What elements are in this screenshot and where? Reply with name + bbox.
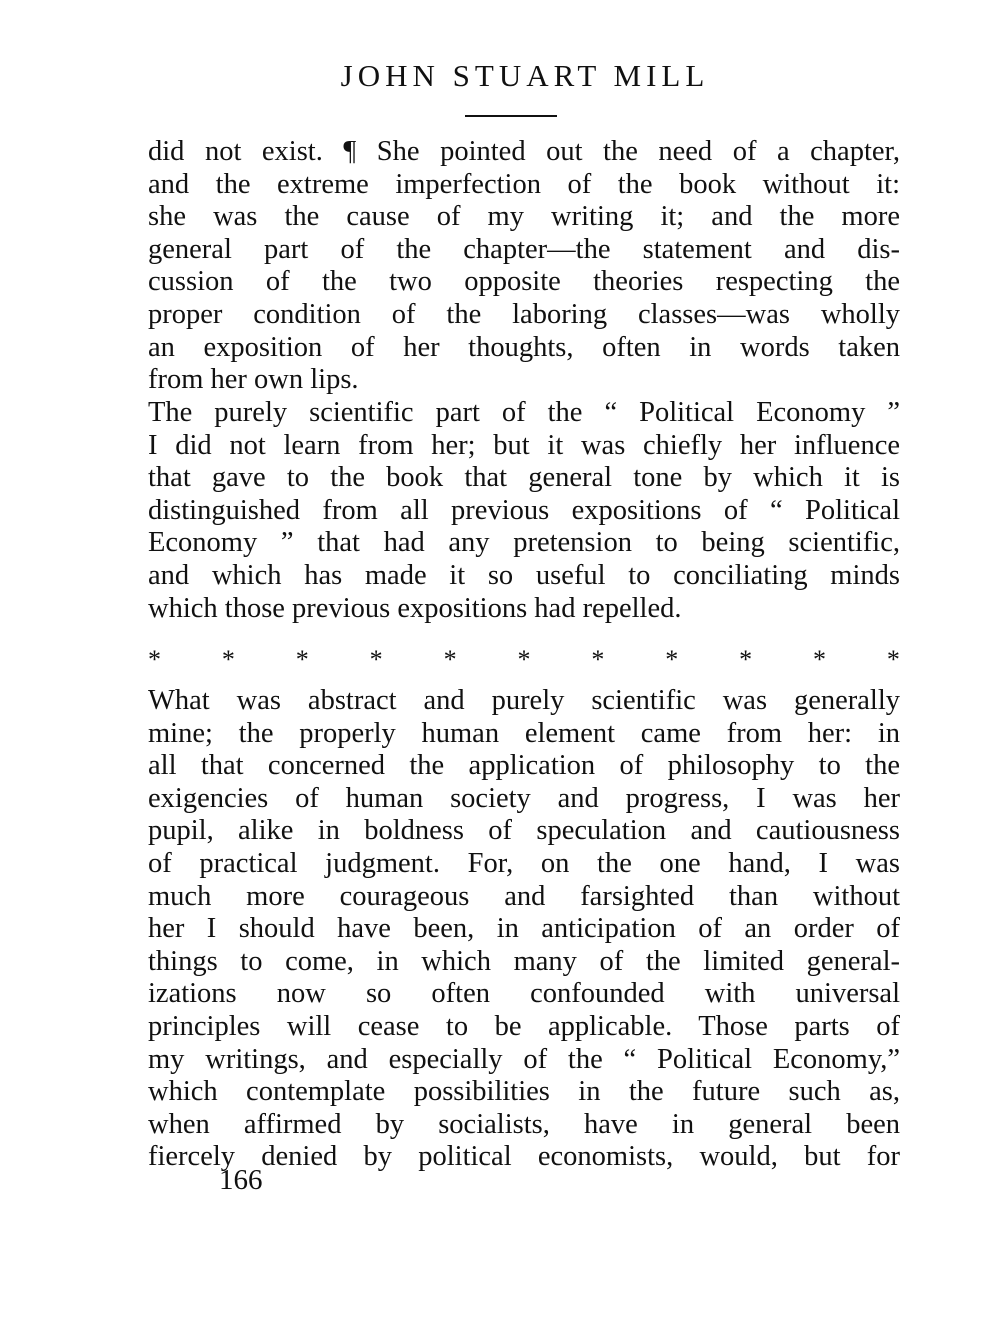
text-line: much more courageous and farsighted than without [148, 880, 900, 912]
paragraph-2 [148, 397, 900, 625]
asterisk: * [295, 645, 309, 674]
text-line: all that concerned the application of philosophy to the [148, 750, 900, 782]
text-line: I did not learn from her; but it was chiefly her influence [148, 429, 900, 461]
text-line: and the extreme imperfection of the book without it: [148, 168, 900, 200]
asterisk: * [591, 645, 605, 674]
asterisk: * [739, 645, 753, 674]
paragraph-3 [148, 685, 900, 1174]
running-title: JOHN STUART MILL [340, 58, 710, 93]
asterisk: * [221, 645, 235, 674]
text-line: she was the cause of my writing it; and the more [148, 201, 900, 233]
text-line: of practical judgment. For, on the one hand, I was [148, 847, 900, 879]
text-line: her I should have been, in anticipation of an order of [148, 913, 900, 945]
text-line: cussion of the two opposite theories respecting the [148, 266, 900, 298]
text-line: did not exist. ¶ She pointed out the need of a chapter, [148, 136, 900, 167]
text-line: things to come, in which many of the limited general- [148, 945, 900, 977]
text-line: that gave to the book that general tone by which it is [148, 462, 900, 494]
section-separator [148, 645, 900, 675]
text-line: proper condition of the laboring classes—was wholly [148, 298, 900, 330]
text-line: distinguished from all previous expositions of “ Political [148, 494, 900, 526]
asterisk: * [665, 645, 679, 674]
text-line: exigencies of human society and progress, I was her [148, 782, 900, 814]
title-rule [465, 115, 557, 117]
text-line: What was abstract and purely scientific was generally [148, 685, 900, 716]
asterisk: * [813, 645, 827, 674]
text-line: mine; the properly human element came from her: in [148, 717, 900, 749]
page-number: 166 [219, 1164, 263, 1196]
text-line: which contemplate possibilities in the future such as, [148, 1076, 900, 1108]
asterisk: * [443, 645, 457, 674]
text-line: and which has made it so useful to conciliating minds [148, 559, 900, 591]
text-line: The purely scientific part of the “ Political Economy ” [148, 397, 900, 428]
text-line: principles will cease to be applicable. Those parts of [148, 1010, 900, 1042]
asterisk: * [517, 645, 531, 674]
text-line: which those previous expositions had repelled. [148, 592, 682, 624]
paragraph-1 [148, 136, 900, 397]
text-line: from her own lips. [148, 364, 359, 396]
asterisk: * [369, 645, 383, 674]
text-line: pupil, alike in boldness of speculation and cautiousness [148, 815, 900, 847]
text-line: my writings, and especially of the “ Political Economy,” [148, 1043, 900, 1075]
text-line: general part of the chapter—the statement and dis- [148, 233, 900, 265]
asterisk: * [886, 645, 900, 674]
asterisk: * [148, 645, 161, 674]
text-line: an exposition of her thoughts, often in words taken [148, 331, 900, 363]
text-line: fiercely denied by political economists, would, but for [148, 1141, 900, 1173]
text-line: izations now so often confounded with universal [148, 978, 900, 1010]
text-line: when affirmed by socialists, have in general been [148, 1108, 900, 1140]
text-line: Economy ” that had any pretension to being scientific, [148, 527, 900, 559]
